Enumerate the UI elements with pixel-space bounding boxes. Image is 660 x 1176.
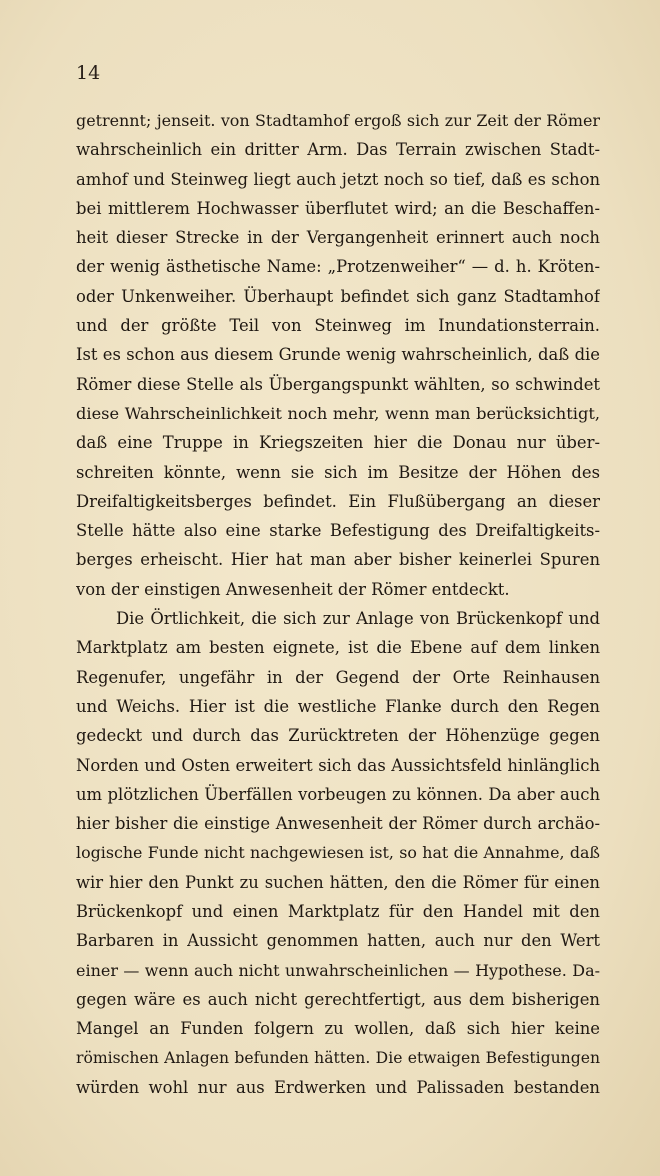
text-line: und der größte Teil von Steinweg im Inundationsterrain. <box>76 316 600 336</box>
text-line: bei mittlerem Hochwasser überflutet wird; an die Beschaffen- <box>76 198 600 218</box>
text-line: Norden und Osten erweitert sich das Aussichtsfeld hinlänglich <box>76 755 600 775</box>
text-line: Barbaren in Aussicht genommen hatten, auch nur den Wert <box>76 931 600 951</box>
text-line: Römer diese Stelle als Übergangspunkt wählten, so schwindet <box>76 374 600 394</box>
text-line: oder Unkenweiher. Überhaupt befindet sich ganz Stadtamhof <box>76 286 600 306</box>
text-line: gedeckt und durch das Zurücktreten der Höhenzüge gegen <box>76 726 600 746</box>
text-line: diese Wahrscheinlichkeit noch mehr, wenn man berücksichtigt, <box>76 403 600 423</box>
text-line: um plötzlichen Überfällen vorbeugen zu können. Da aber auch <box>76 784 600 804</box>
text-line: berges erheischt. Hier hat man aber bisher keinerlei Spuren <box>76 550 600 570</box>
text-line: würden wohl nur aus Erdwerken und Palissaden bestanden <box>76 1077 600 1097</box>
text-line: Stelle hätte also eine starke Befestigung des Dreifaltigkeits- <box>76 521 600 541</box>
text-line: einer — wenn auch nicht unwahrscheinlichen — Hypothese. Da- <box>76 960 600 980</box>
text-line: Regenufer, ungefähr in der Gegend der Orte Reinhausen <box>76 667 600 687</box>
text-line: und Weichs. Hier ist die westliche Flanke durch den Regen <box>76 696 600 716</box>
text-line: Ist es schon aus diesem Grunde wenig wahrscheinlich, daß die <box>76 345 600 365</box>
text-line: der wenig ästhetische Name: „Protzenweiher“ — d. h. Kröten- <box>76 257 600 277</box>
text-line: von der einstigen Anwesenheit der Römer entdeckt. <box>76 579 510 599</box>
text-line: römischen Anlagen befunden hätten. Die etwaigen Befestigungen <box>76 1048 600 1067</box>
text-line: getrennt; jenseit. von Stadtamhof ergoß sich zur Zeit der Römer <box>76 111 600 130</box>
text-line: gegen wäre es auch nicht gerechtfertigt, aus dem bisherigen <box>76 989 600 1009</box>
page-number: 14 <box>76 62 101 84</box>
text-line: Dreifaltigkeitsberges befindet. Ein Flußübergang an dieser <box>76 491 600 511</box>
text-line: schreiten könnte, wenn sie sich im Besitze der Höhen des <box>76 462 600 482</box>
text-line: wir hier den Punkt zu suchen hätten, den die Römer für einen <box>76 872 600 892</box>
text-line: Marktplatz am besten eignete, ist die Ebene auf dem linken <box>76 638 600 658</box>
text-line: heit dieser Strecke in der Vergangenheit erinnert auch noch <box>76 228 600 248</box>
text-line: hier bisher die einstige Anwesenheit der Römer durch archäo- <box>76 814 600 834</box>
text-line: Mangel an Funden folgern zu wollen, daß sich hier keine <box>76 1019 600 1039</box>
text-line: Brückenkopf und einen Marktplatz für den Handel mit den <box>76 902 600 922</box>
text-line: Die Örtlichkeit, die sich zur Anlage von Brückenkopf und <box>116 609 600 629</box>
text-line: logische Funde nicht nachgewiesen ist, so hat die Annahme, daß <box>76 843 600 863</box>
text-line: amhof und Steinweg liegt auch jetzt noch so tief, daß es schon <box>76 169 600 189</box>
text-line: wahrscheinlich ein dritter Arm. Das Terrain zwischen Stadt- <box>76 140 600 160</box>
body-text <box>76 106 600 1102</box>
text-line: daß eine Truppe in Kriegszeiten hier die Donau nur über- <box>76 433 600 453</box>
